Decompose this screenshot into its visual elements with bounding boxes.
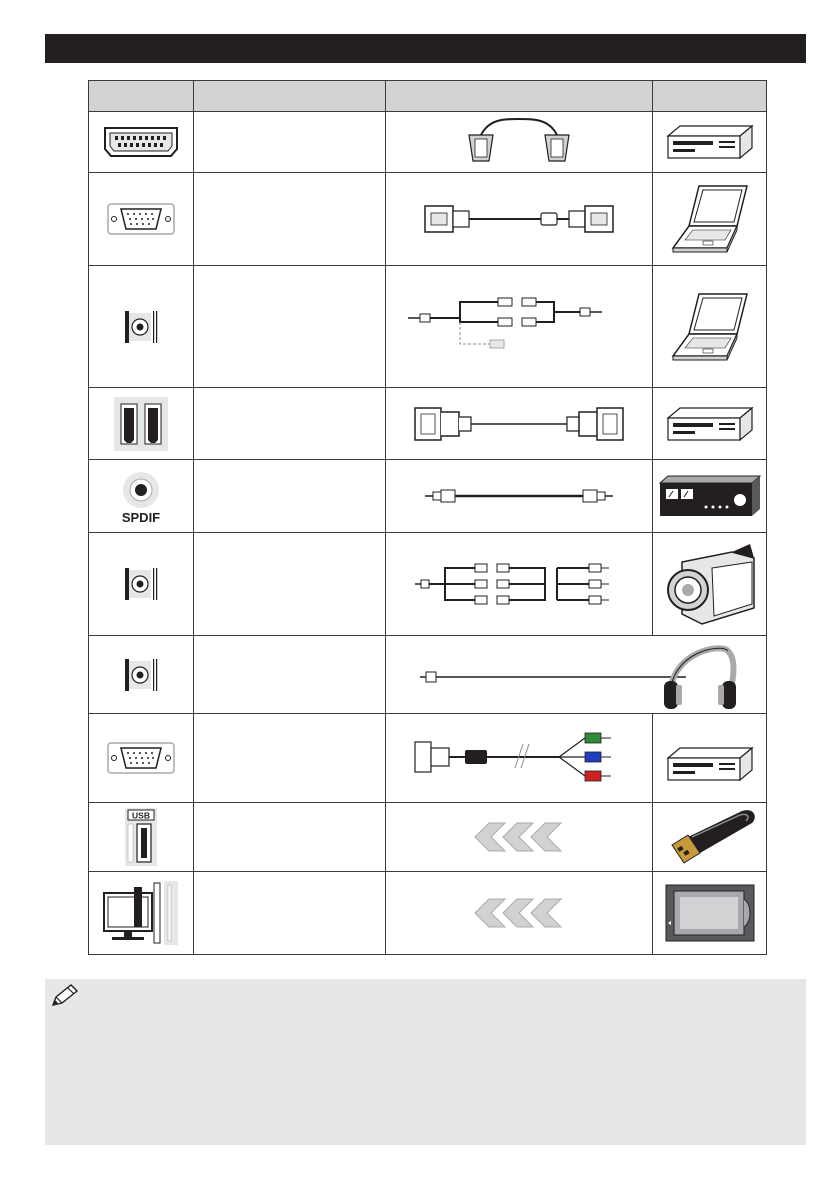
header-cell-connector: [89, 81, 194, 112]
cam-module-icon: [662, 881, 758, 945]
vga-socket-icon: [107, 742, 175, 774]
device-cell: [653, 112, 767, 173]
vga-socket-icon: [107, 203, 175, 235]
dvd-player-icon: [664, 122, 756, 162]
type-cell: [194, 714, 386, 803]
type-cell: [194, 388, 386, 460]
connector-cell: [89, 388, 194, 460]
table-row: [89, 533, 767, 636]
table-row: [89, 173, 767, 266]
table-row: [89, 112, 767, 173]
connector-cell: [89, 112, 194, 173]
pc-audio-cable-icon: [404, 292, 634, 362]
device-cell: [653, 714, 767, 803]
table-row: [89, 872, 767, 955]
type-cell: [194, 173, 386, 266]
cable-cell: [386, 803, 653, 872]
hdmi-cable-icon: [411, 400, 627, 448]
cable-cell: [386, 872, 653, 955]
coaxial-cable-icon: [421, 486, 617, 506]
connector-cell: [89, 636, 194, 714]
device-cell: [653, 460, 767, 533]
pencil-note-icon: [49, 983, 79, 1009]
table-row: [89, 636, 767, 714]
insert-arrows-icon: [471, 898, 567, 928]
table-row: [89, 388, 767, 460]
cable-cell: [386, 388, 653, 460]
type-cell: [194, 636, 386, 714]
scart-cable-icon: [459, 117, 579, 167]
device-cell: [653, 173, 767, 266]
connector-cell: [89, 714, 194, 803]
cable-cell: [386, 266, 653, 388]
headphone-cable-cell: [386, 636, 767, 714]
audio-jack-icon: [121, 307, 161, 347]
table-header-row: [89, 81, 767, 112]
connector-cell: [89, 460, 194, 533]
cable-cell: [386, 533, 653, 636]
header-cell-cables: [386, 81, 653, 112]
usb-port-icon: [123, 806, 159, 868]
spdif-label: SPDIF: [121, 509, 161, 525]
usb-label: USB: [132, 810, 150, 821]
connector-cell: [89, 872, 194, 955]
type-cell: [194, 872, 386, 955]
camcorder-icon: [662, 538, 758, 630]
component-green-plug: [585, 733, 601, 743]
device-cell: [653, 803, 767, 872]
table-row: [89, 460, 767, 533]
cable-cell: [386, 460, 653, 533]
connector-cell: [89, 173, 194, 266]
connector-cell: [89, 266, 194, 388]
table-row: [89, 803, 767, 872]
device-cell: [653, 266, 767, 388]
table-row: [89, 714, 767, 803]
type-cell: [194, 460, 386, 533]
cable-cell: [386, 173, 653, 266]
header-cell-type: [194, 81, 386, 112]
connector-cell: [89, 533, 194, 636]
component-blue-plug: [585, 752, 601, 762]
av-cable-icon: [409, 562, 629, 606]
note-box: [45, 979, 806, 1145]
dvd-player-icon: [664, 744, 756, 784]
vga-cable-icon: [419, 202, 619, 236]
headphone-cable-icon: [386, 637, 766, 713]
cable-cell: [386, 112, 653, 173]
audio-amplifier-icon: [656, 473, 764, 519]
connections-table: [88, 80, 767, 955]
type-cell: [194, 112, 386, 173]
ypbpr-cable-icon: [409, 730, 629, 786]
usb-stick-icon: [662, 807, 758, 867]
component-red-plug: [585, 771, 601, 781]
laptop-icon: [669, 182, 751, 256]
device-cell: [653, 872, 767, 955]
laptop-icon: [669, 290, 751, 364]
headphone-jack-icon: [121, 655, 161, 695]
table-row: [89, 266, 767, 388]
spdif-socket-icon: [121, 470, 161, 510]
av-jack-icon: [121, 564, 161, 604]
cable-cell: [386, 714, 653, 803]
insert-arrows-icon: [471, 822, 567, 852]
hdmi-sockets-icon: [113, 396, 169, 452]
connector-cell: [89, 803, 194, 872]
scart-socket-icon: [101, 125, 181, 159]
device-cell: [653, 533, 767, 636]
type-cell: [194, 533, 386, 636]
device-cell: [653, 388, 767, 460]
type-cell: [194, 803, 386, 872]
headphones-icon: [664, 648, 736, 709]
ci-slot-icon: [98, 877, 184, 949]
dvd-player-icon: [664, 404, 756, 444]
header-cell-device: [653, 81, 767, 112]
section-title-bar: [45, 34, 806, 63]
type-cell: [194, 266, 386, 388]
